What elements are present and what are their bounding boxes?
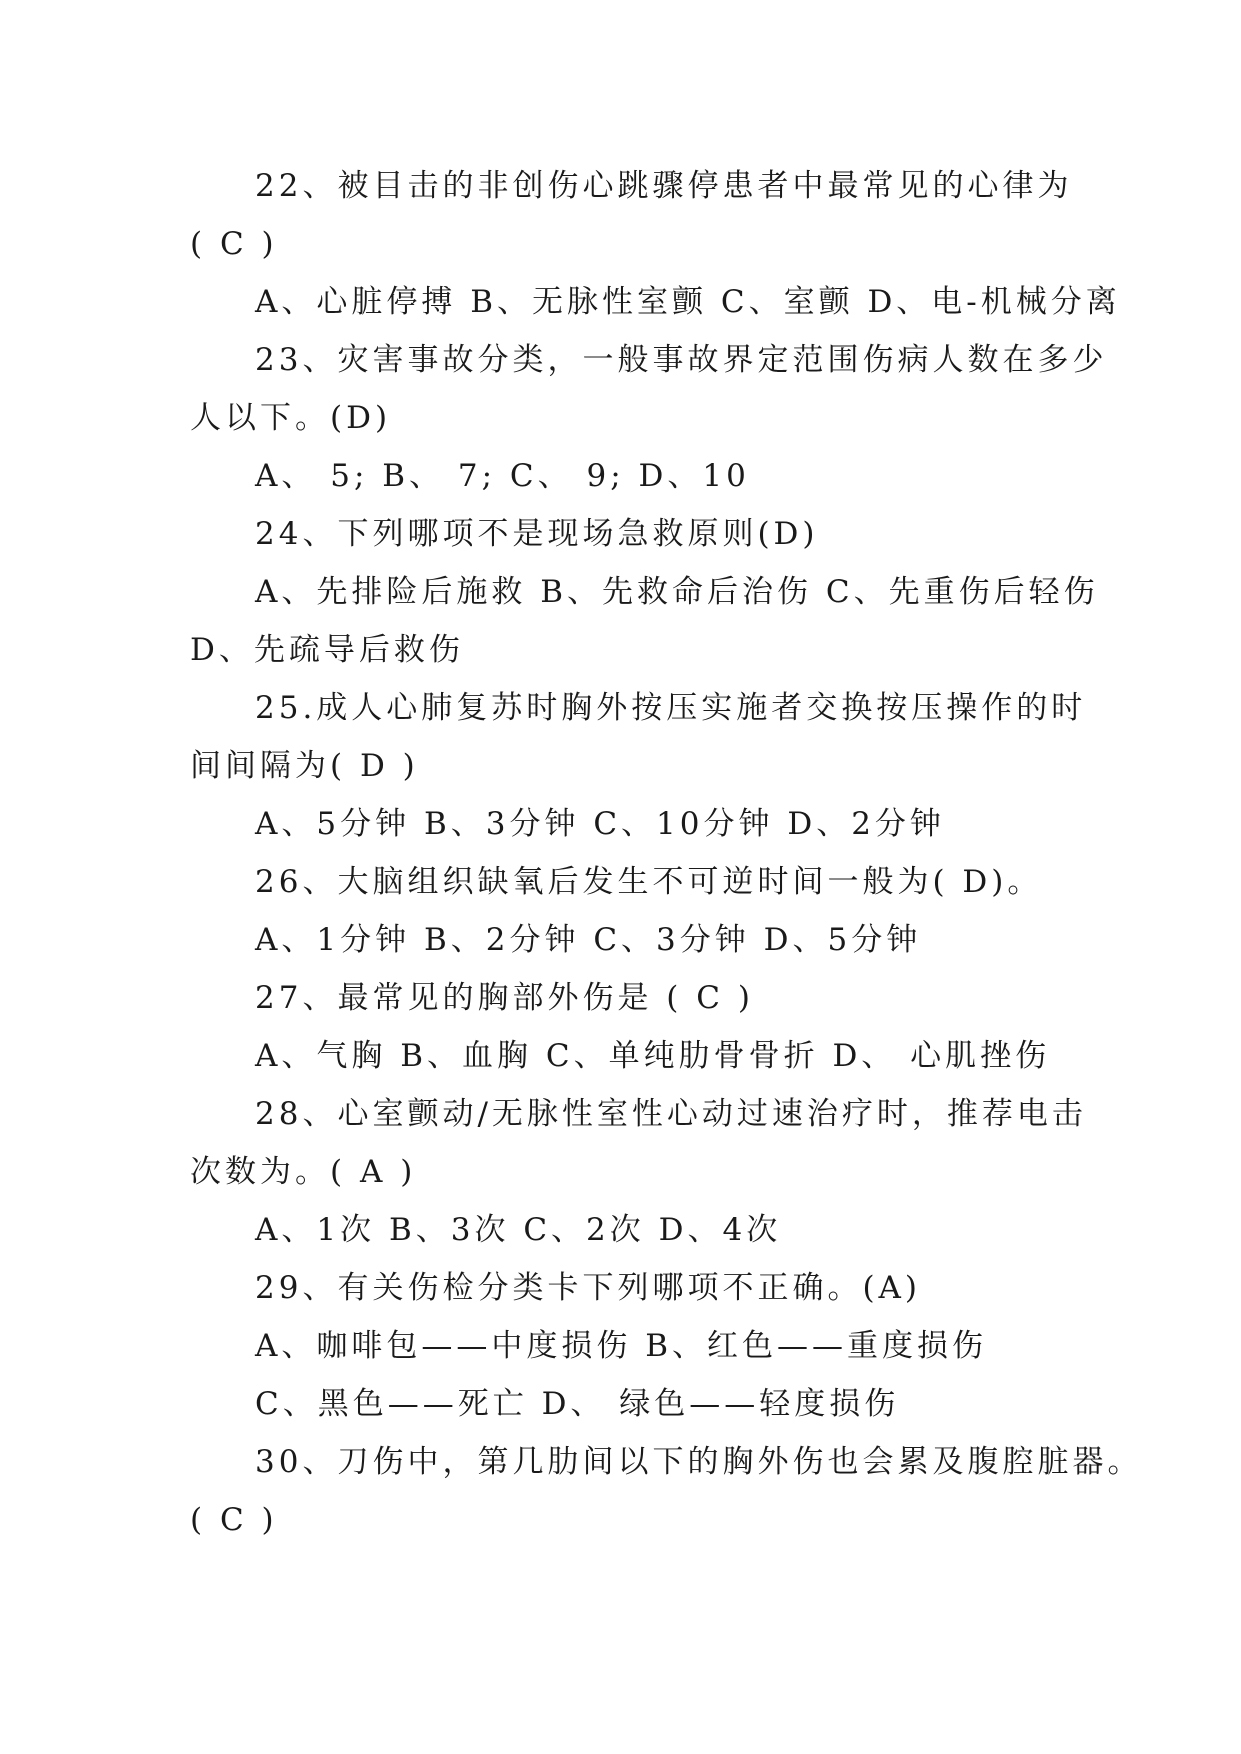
question-30-answer: ( C ) (190, 1502, 278, 1538)
question-23: 23、灾害事故分类，一般事故界定范围伤病人数在多少 (255, 342, 1108, 378)
question-27-options: A、气胸 B、血胸 C、单纯肋骨骨折 D、 心肌挫伤 (255, 1038, 1051, 1074)
question-27: 27、最常见的胸部外伤是 ( C ) (255, 980, 754, 1016)
question-24-options: A、先排险后施救 B、先救命后治伤 C、先重伤后轻伤 (255, 574, 1099, 610)
question-22-options: A、心脏停搏 B、无脉性室颤 C、室颤 D、电-机械分离 (255, 284, 1121, 320)
question-25-cont: 间间隔为( D ) (190, 748, 419, 784)
question-23-options: A、 5; B、 7; C、 9; D、10 (255, 458, 750, 494)
question-29: 29、有关伤检分类卡下列哪项不正确。(A) (255, 1270, 922, 1306)
question-29-options-cont: C、黑色——死亡 D、 绿色——轻度损伤 (255, 1386, 900, 1422)
question-29-options: A、咖啡包——中度损伤 B、红色——重度损伤 (255, 1328, 988, 1364)
question-24: 24、下列哪项不是现场急救原则(D) (255, 516, 819, 552)
question-26: 26、大脑组织缺氧后发生不可逆时间一般为( D)。 (255, 864, 1043, 900)
question-28: 28、心室颤动/无脉性室性心动过速治疗时，推荐电击 (255, 1096, 1087, 1132)
question-28-cont: 次数为。( A ) (190, 1154, 417, 1190)
question-28-options: A、1次 B、3次 C、2次 D、4次 (255, 1212, 782, 1248)
question-22: 22、被目击的非创伤心跳骤停患者中最常见的心律为 (255, 168, 1073, 204)
question-26-options: A、1分钟 B、2分钟 C、3分钟 D、5分钟 (255, 922, 922, 958)
question-23-cont: 人以下。(D) (190, 400, 392, 436)
question-24-options-cont: D、先疏导后救伤 (190, 632, 464, 668)
question-25: 25.成人心肺复苏时胸外按压实施者交换按压操作的时 (255, 690, 1087, 726)
question-22-answer: ( C ) (190, 226, 278, 262)
question-25-options: A、5分钟 B、3分钟 C、10分钟 D、2分钟 (255, 806, 945, 842)
question-30: 30、刀伤中，第几肋间以下的胸外伤也会累及腹腔脏器。 (255, 1444, 1143, 1480)
